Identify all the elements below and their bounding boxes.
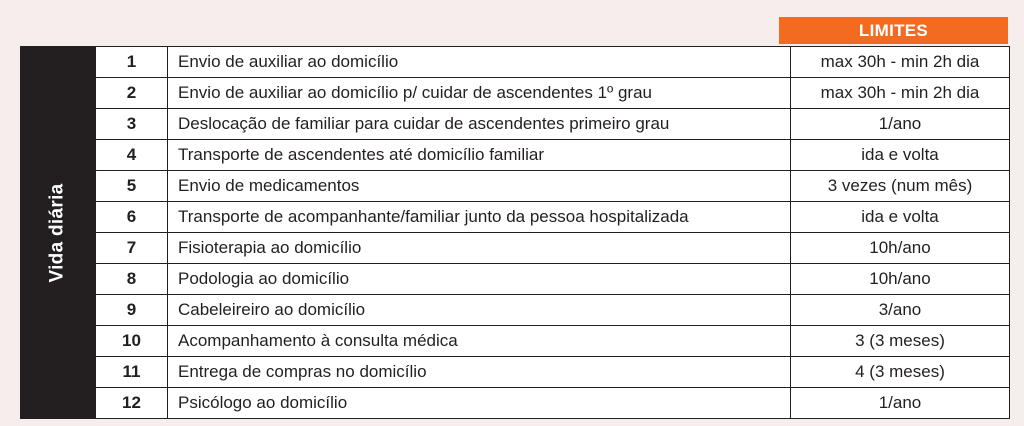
service-description: Envio de medicamentos (168, 171, 791, 202)
row-number: 10 (96, 326, 168, 357)
row-number: 1 (96, 47, 168, 78)
row-number: 6 (96, 202, 168, 233)
table-row (96, 140, 1010, 171)
table-row (96, 295, 1010, 326)
table-row (96, 388, 1010, 419)
service-description: Transporte de ascendentes até domicílio familiar (168, 140, 791, 171)
category-side-label-text: Vida diária (46, 182, 68, 283)
table-row (96, 233, 1010, 264)
service-description: Acompanhamento à consulta médica (168, 326, 791, 357)
row-number: 12 (96, 388, 168, 419)
service-description: Psicólogo ao domicílio (168, 388, 791, 419)
services-table-body (96, 47, 1010, 419)
table-row (96, 78, 1010, 109)
service-description: Fisioterapia ao domicílio (168, 233, 791, 264)
table-row (96, 47, 1010, 78)
service-limit: 3 vezes (num mês) (791, 171, 1010, 202)
service-limit: 3/ano (791, 295, 1010, 326)
table-row (96, 202, 1010, 233)
service-limit: max 30h - min 2h dia (791, 78, 1010, 109)
service-description: Envio de auxiliar ao domicílio (168, 47, 791, 78)
service-limit: 4 (3 meses) (791, 357, 1010, 388)
row-number: 8 (96, 264, 168, 295)
table-row (96, 357, 1010, 388)
row-number: 4 (96, 140, 168, 171)
row-number: 5 (96, 171, 168, 202)
service-description: Envio de auxiliar ao domicílio p/ cuidar de ascendentes 1º grau (168, 78, 791, 109)
service-limit: 1/ano (791, 388, 1010, 419)
row-number: 3 (96, 109, 168, 140)
service-description: Podologia ao domicílio (168, 264, 791, 295)
service-limit: 3 (3 meses) (791, 326, 1010, 357)
service-limit: ida e volta (791, 140, 1010, 171)
service-limit: 1/ano (791, 109, 1010, 140)
table-row (96, 171, 1010, 202)
service-limit: 10h/ano (791, 264, 1010, 295)
row-number: 7 (96, 233, 168, 264)
row-number: 9 (96, 295, 168, 326)
service-limit: ida e volta (791, 202, 1010, 233)
category-side-label (20, 46, 95, 419)
service-description: Cabeleireiro ao domicílio (168, 295, 791, 326)
services-table-container (20, 46, 1010, 419)
service-limit: 10h/ano (791, 233, 1010, 264)
row-number: 2 (96, 78, 168, 109)
table-row (96, 109, 1010, 140)
limits-column-header: LIMITES (779, 17, 1008, 44)
services-table (95, 46, 1010, 419)
table-row (96, 264, 1010, 295)
service-description: Deslocação de familiar para cuidar de ascendentes primeiro grau (168, 109, 791, 140)
service-description: Entrega de compras no domicílio (168, 357, 791, 388)
table-row (96, 326, 1010, 357)
service-description: Transporte de acompanhante/familiar junto da pessoa hospitalizada (168, 202, 791, 233)
service-limit: max 30h - min 2h dia (791, 47, 1010, 78)
row-number: 11 (96, 357, 168, 388)
